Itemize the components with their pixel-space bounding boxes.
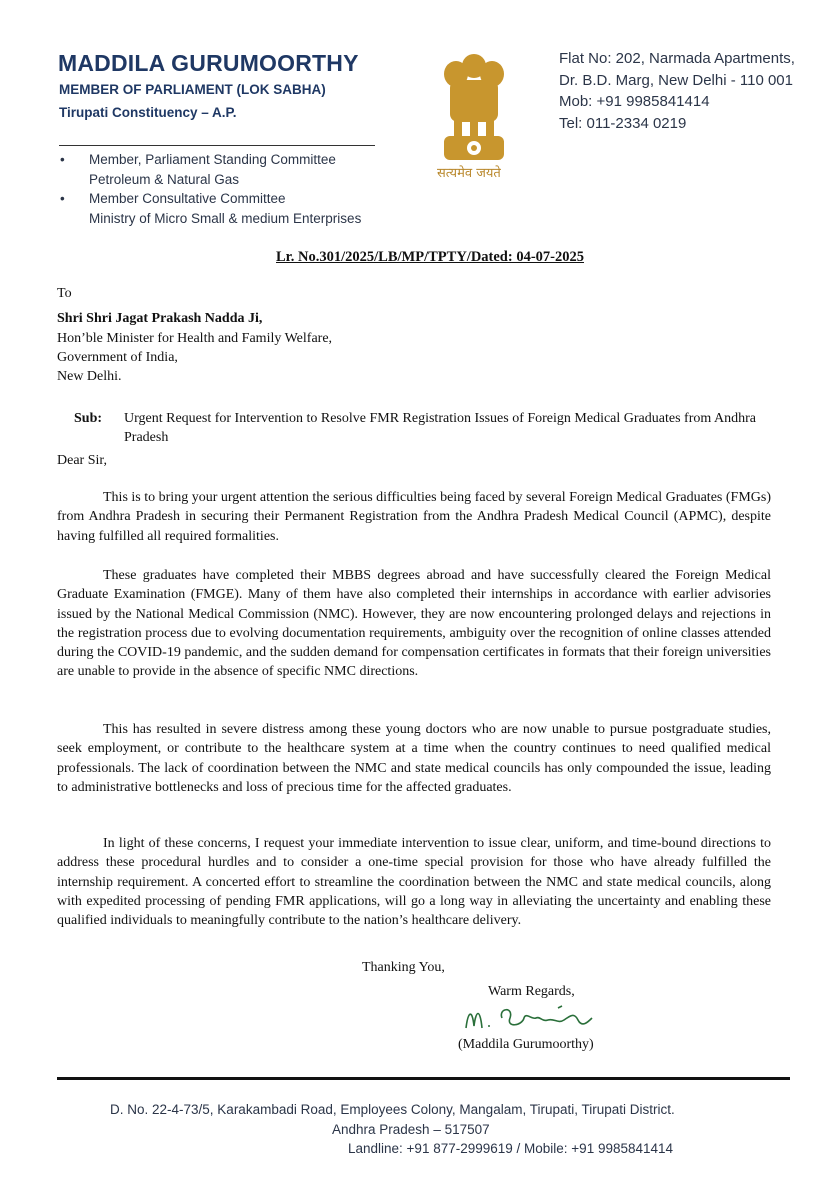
bullet-icon: • [60, 152, 65, 167]
closing: Thanking You, [362, 960, 445, 975]
bullet-icon: • [60, 191, 65, 206]
salutation: Dear Sir, [57, 453, 107, 468]
emblem-motto: सत्यमेव जयते [437, 166, 501, 181]
mobile-number: Mob: +91 9985841414 [559, 93, 710, 110]
subject-label: Sub: [74, 411, 103, 426]
recipient-name: Shri Shri Jagat Prakash Nadda Ji, [57, 311, 263, 327]
mp-title: MEMBER OF PARLIAMENT (LOK SABHA) [59, 82, 326, 97]
recipient-line: Government of India, [57, 349, 178, 365]
header-divider [59, 145, 375, 146]
signature-icon [462, 998, 642, 1036]
membership-item: • Member, Parliament Standing Committee Petroleum & Natural Gas [60, 152, 336, 187]
address-line: Flat No: 202, Narmada Apartments, [559, 50, 795, 67]
footer-address [0, 1100, 821, 1159]
footer-line: Andhra Pradesh – 517507 [332, 1121, 490, 1137]
letter-reference: Lr. No.301/2025/LB/MP/TPTY/Dated: 04-07-2025 [276, 249, 584, 265]
recipient-line: Hon’ble Minister for Health and Family Welfare, [57, 330, 333, 346]
body-paragraph: This is to bring your urgent attention the serious difficulties being faced by several Foreign Medical Graduates (FMGs) from Andhra Pradesh in securing their Permanent Registration from the Andhra Pradesh Medical Council (APMC), despite having fulfilled all required formalities. [57, 490, 771, 544]
footer-line: D. No. 22-4-73/5, Karakambadi Road, Employees Colony, Mangalam, Tirupati, Tirupati District. [110, 1102, 675, 1117]
body-paragraph: This has resulted in severe distress among these young doctors who are now unable to pursue postgraduate studies, seek employment, or contribute to the healthcare system at a time when the country continues to need qualified medical professionals. The lack of coordination between the NMC and state medical councils has only compounded the issue, leading to administrative bottlenecks and loss of precious time for the affected graduates. [57, 722, 771, 795]
telephone-number: Tel: 011-2334 0219 [559, 114, 687, 132]
address-line: Dr. B.D. Marg, New Delhi - 110 001 [559, 71, 793, 89]
constituency: Tirupati Constituency – A.P. [59, 105, 237, 120]
recipient-line: New Delhi. [57, 369, 122, 385]
subject-text: Urgent Request for Intervention to Resolve FMR Registration Issues of Foreign Medical Graduates from Andhra Pradesh [124, 411, 756, 446]
membership-item: • Member Consultative Committee Ministry of Micro Small & medium Enterprises [60, 191, 362, 226]
footer-contact: Landline: +91 877-2999619 / Mobile: +91 9985841414 [348, 1141, 674, 1156]
to-label: To [57, 286, 72, 301]
footer-divider [57, 1077, 790, 1080]
national-emblem-icon [428, 48, 520, 178]
body-paragraph: In light of these concerns, I request your immediate intervention to issue clear, uniform, and time-bound directions to address these procedural hurdles and to consider a one-time special provision for those who have already fulfilled the internship requirement. A concerted effort to streamline the coordination between the NMC and state medical councils, along with expedited processing of pending FMR applications, will go a long way in alleviating the uncertainty and enabling these qualified individuals to meaningfully contribute to the nation’s healthcare delivery. [57, 836, 771, 929]
recipient-block [57, 284, 332, 386]
subject-line [74, 409, 774, 446]
body-paragraph: These graduates have completed their MBBS degrees abroad and have successfully cleared the Foreign Medical Graduate Examination (FMGE). Many of them have also completed their internships in accordance with earlier advisories issued by the National Medical Commission (NMC). However, they are now encountering prolonged delays and rejections in the registration process due to evolving documentation requirements, ambiguity over the recognition of online classes attended during the COVID-19 pandemic, and the sudden demand for compensation certificates in formats that their foreign universities are unable to provide in the absence of specific NMC directions. [57, 568, 771, 680]
signatory-name: (Maddila Gurumoorthy) [458, 1037, 594, 1052]
regards: Warm Regards, [488, 984, 575, 999]
mp-name: MADDILA GURUMOORTHY [58, 50, 359, 76]
delhi-address [559, 48, 795, 134]
